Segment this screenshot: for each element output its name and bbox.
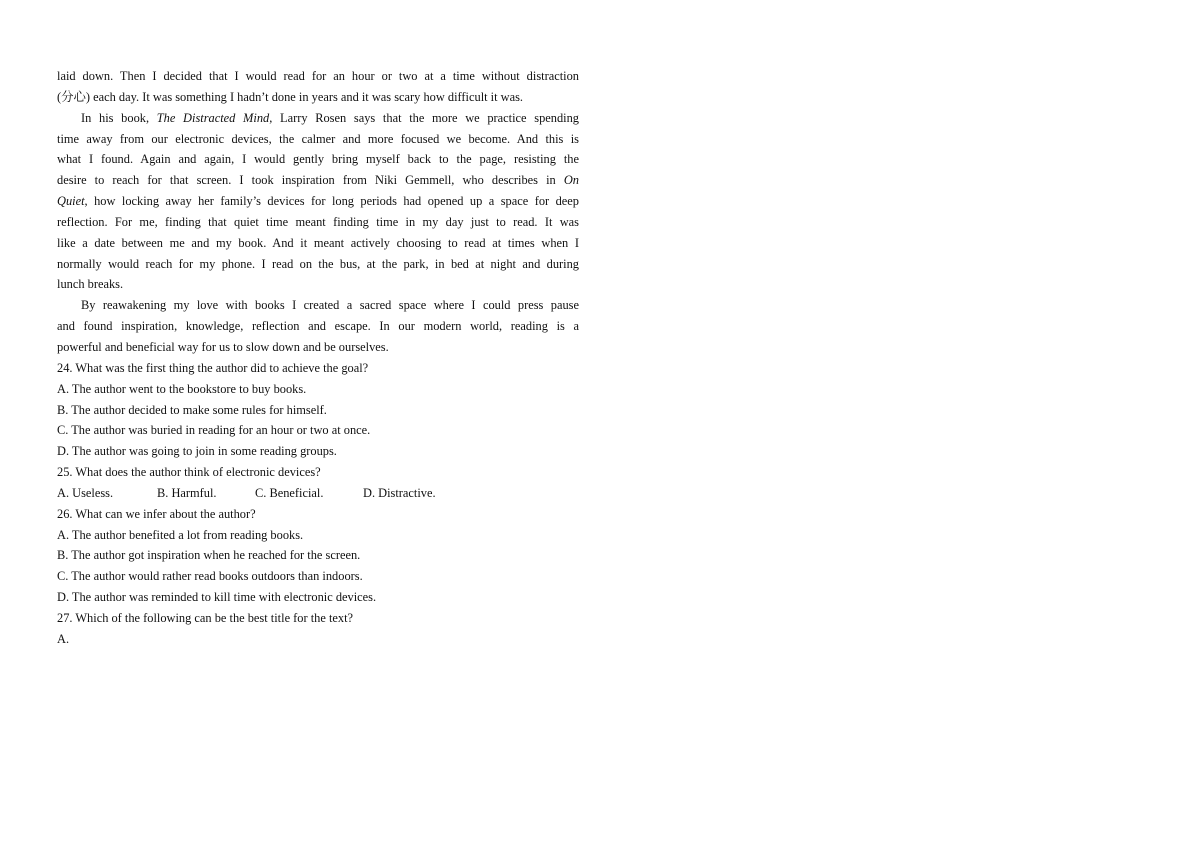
passage-line: what I found. Again and again, I would gently bring myself back to the page, resisting the — [57, 152, 579, 167]
option-c: C. The author would rather read books outdoors than indoors. — [57, 569, 363, 584]
question-24 — [57, 358, 579, 462]
passage-line: Quiet, how locking away her family’s devices for long periods had opened up a space for deep — [57, 194, 579, 209]
question-stem: 27. Which of the following can be the best title for the text? — [57, 610, 354, 625]
question-stem: 24. What was the first thing the author did to achieve the goal? — [57, 360, 369, 375]
passage-paragraph-1 — [57, 66, 579, 108]
passage-line: powerful and beneficial way for us to slow down and be ourselves. — [57, 339, 389, 354]
passage-paragraph-2 — [57, 108, 579, 296]
option-b: B. The author decided to make some rules for himself. — [57, 402, 327, 417]
question-stem: 25. What does the author think of electronic devices? — [57, 465, 321, 480]
option-b: B. The author got inspiration when he reached for the screen. — [57, 548, 361, 563]
option-d: D. The author was reminded to kill time with electronic devices. — [57, 590, 377, 605]
book-title-distracted-mind: The Distracted Mind — [156, 110, 270, 125]
option-a: A. The author went to the bookstore to buy books. — [57, 381, 307, 396]
passage-line: like a date between me and my book. And it meant actively choosing to read at times when I — [57, 235, 579, 250]
passage-line: (分心) each day. It was something I hadn’t done in years and it was scary how difficult it was. — [57, 89, 524, 104]
option-a: A. — [57, 631, 70, 646]
passage-line: normally would reach for my phone. I read on the bus, at the park, in bed at night and during — [57, 256, 579, 271]
question-25 — [57, 462, 579, 504]
exam-document — [57, 66, 579, 650]
passage-paragraph-3 — [57, 295, 579, 358]
passage-line: and found inspiration, knowledge, reflection and escape. In our modern world, reading is a — [57, 319, 579, 334]
passage-line: reflection. For me, finding that quiet time meant finding time in my day just to read. It was — [57, 214, 579, 229]
book-title-on-quiet-part2: Quiet — [57, 194, 85, 209]
passage-line: lunch breaks. — [57, 277, 124, 292]
question-27 — [57, 608, 579, 650]
option-a: A. The author benefited a lot from reading books. — [57, 527, 304, 542]
book-title-on-quiet-part1: On — [563, 173, 579, 188]
passage-line: By reawakening my love with books I created a sacred space where I could press pause — [81, 298, 579, 313]
question-stem: 26. What can we infer about the author? — [57, 506, 256, 521]
question-26 — [57, 504, 579, 608]
option-d: D. Distractive. — [363, 485, 436, 500]
passage-line: laid down. Then I decided that I would read for an hour or two at a time without distraction — [57, 69, 579, 83]
option-b: B. Harmful. — [157, 485, 217, 500]
option-c: C. The author was buried in reading for an hour or two at once. — [57, 423, 371, 438]
passage-line: In his book, The Distracted Mind, Larry Rosen says that the more we practice spending — [81, 110, 579, 125]
passage-line: desire to reach for that screen. I took inspiration from Niki Gemmell, who describes in On — [57, 173, 579, 188]
option-c: C. Beneficial. — [255, 485, 324, 500]
options-row — [57, 483, 579, 504]
option-d: D. The author was going to join in some reading groups. — [57, 444, 337, 459]
passage-line: time away from our electronic devices, the calmer and more focused we become. And this is — [57, 131, 579, 146]
option-a: A. Useless. — [57, 485, 114, 500]
